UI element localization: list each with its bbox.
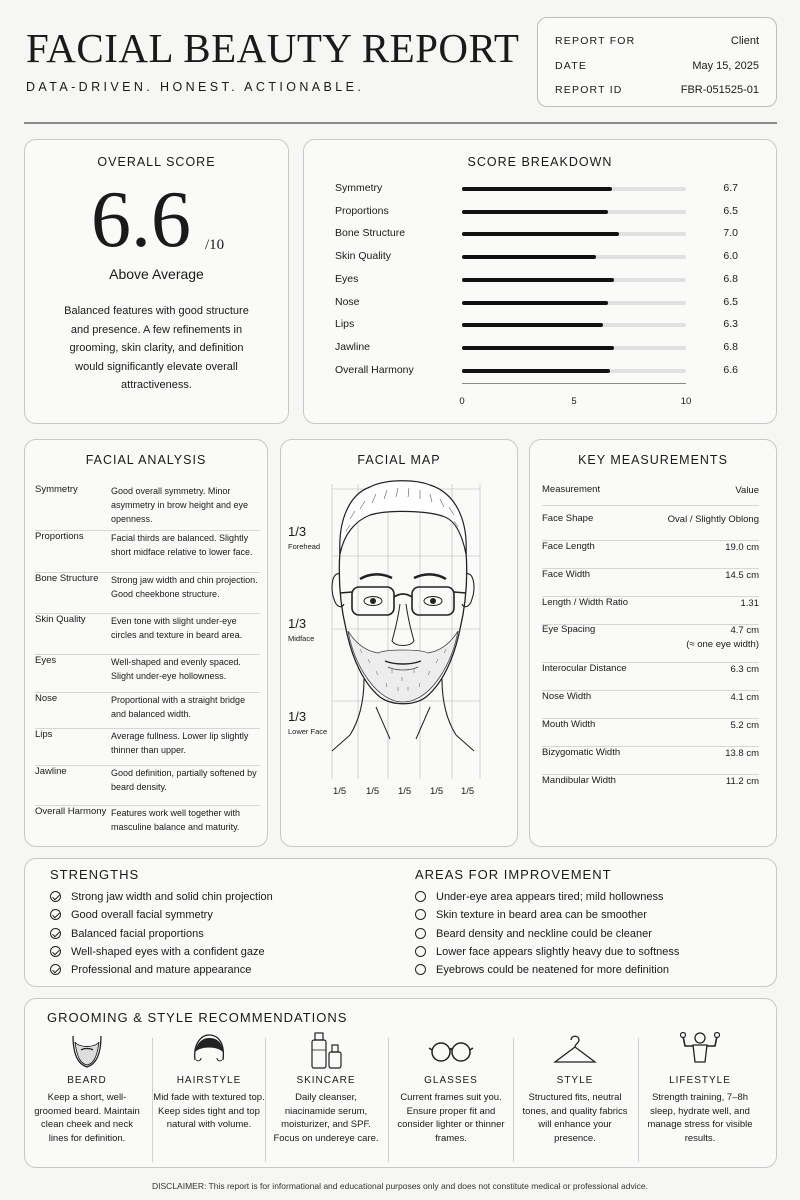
analysis-text: Good definition, partially softened by beard density.: [111, 768, 257, 792]
analysis-label: Skin Quality: [35, 614, 86, 625]
measurement-label: Mandibular Width: [542, 775, 616, 786]
rec-glasses: [395, 1030, 507, 1144]
measurement-row: [542, 513, 759, 541]
improvement-item: [415, 963, 669, 977]
strength-text: Professional and mature appearance: [71, 964, 252, 977]
third-label: Forehead: [288, 542, 321, 551]
measurement-value: Oval / Slightly Oblong: [667, 514, 759, 525]
key-measurements-card: [529, 439, 777, 847]
score-label: Jawline: [335, 340, 371, 353]
score-value: 6.8: [723, 272, 738, 285]
rec-lifestyle: [644, 1030, 756, 1144]
header-divider: [24, 122, 777, 124]
lower-face-third: [288, 709, 327, 736]
overall-score-card: [24, 139, 289, 424]
report-id-value: FBR-051525-01: [680, 84, 759, 97]
analysis-text: Features work well together with masculine balance and maturity.: [111, 808, 241, 832]
midface-third: [288, 616, 314, 643]
recommendations-heading: GROOMING & STYLE RECOMMENDATIONS: [47, 1010, 348, 1025]
strength-text: Well-shaped eyes with a confident gaze: [71, 945, 265, 958]
analysis-text: Proportional with a straight bridge and balanced width.: [111, 695, 246, 719]
analysis-row: [35, 806, 260, 846]
rec-style: [519, 1030, 631, 1144]
glasses-icon: [427, 1030, 475, 1070]
score-row: [335, 227, 745, 241]
measurement-value: 6.3 cm: [730, 664, 759, 675]
measurement-row: [542, 597, 759, 625]
value-column-header: Value: [735, 485, 759, 496]
improvement-text: Skin texture in beard area can be smoother: [436, 909, 647, 922]
score-label: Proportions: [335, 204, 389, 217]
report-date-label: DATE: [555, 59, 588, 72]
rec-title: BEARD: [67, 1075, 107, 1086]
hair: [340, 481, 466, 554]
measurement-label: Bizygomatic Width: [542, 747, 621, 758]
measurement-value: 13.8 cm: [725, 748, 759, 759]
analysis-label: Bone Structure: [35, 573, 99, 584]
improvements-heading: AREAS FOR IMPROVEMENT: [415, 867, 612, 882]
hair-icon: [189, 1030, 229, 1070]
measurement-row: [542, 624, 759, 663]
score-bar-track: [462, 369, 686, 373]
overall-score-max: /10: [205, 237, 225, 253]
analysis-label: Symmetry: [35, 484, 78, 495]
measurement-row: [542, 663, 759, 691]
score-value: 6.7: [723, 182, 738, 194]
fifth-label: 1/5: [430, 786, 444, 797]
empty-circle-icon: [415, 964, 426, 975]
strength-text: Good overall facial symmetry: [71, 909, 213, 922]
third-label: Lower Face: [288, 727, 328, 736]
report-for-label: REPORT FOR: [555, 35, 636, 48]
score-breakdown-heading: SCORE BREAKDOWN: [467, 155, 613, 169]
score-bar-fill: [462, 323, 603, 327]
key-measurements-heading: KEY MEASUREMENTS: [578, 453, 728, 467]
report-id-row: [555, 78, 759, 103]
score-bar-track: [462, 210, 686, 214]
measurement-value: 1.31: [740, 598, 759, 609]
score-label: Nose: [335, 295, 360, 308]
third-fraction: 1/3: [288, 616, 307, 631]
rec-hairstyle: [153, 1030, 265, 1130]
analysis-row: [35, 614, 260, 655]
rec-title: LIFESTYLE: [669, 1075, 731, 1086]
third-fraction: 1/3: [288, 709, 307, 724]
breakdown-axis: [462, 383, 686, 384]
analysis-text: Strong jaw width and chin projection. Good cheekbone structure.: [111, 575, 258, 599]
empty-circle-icon: [415, 946, 426, 957]
flexing-figure-icon: [678, 1030, 722, 1070]
measurement-column-header: Measurement: [542, 484, 601, 495]
report-date-value: May 15, 2025: [692, 59, 759, 72]
axis-tick-label: 5: [571, 396, 577, 407]
strength-text: Strong jaw width and solid chin projection: [71, 891, 273, 903]
rec-text: Structured fits, neutral tones, and quality fabrics will enhance your presence.: [522, 1092, 628, 1144]
score-row: [335, 296, 745, 310]
score-value: 7.0: [723, 227, 738, 240]
strength-item: [50, 945, 265, 959]
measurement-label: Length / Width Ratio: [542, 597, 629, 608]
rec-title: HAIRSTYLE: [176, 1075, 242, 1086]
check-circle-icon: [50, 891, 61, 902]
empty-circle-icon: [415, 909, 426, 920]
measurement-label: Eye Spacing: [542, 624, 596, 635]
analysis-row: [35, 729, 260, 766]
improvement-item: [415, 908, 647, 922]
fifth-label: 1/5: [461, 786, 475, 797]
analysis-label: Proportions: [35, 531, 84, 542]
score-bar-fill: [462, 255, 596, 259]
score-bar-fill: [462, 232, 619, 236]
improvement-text: Lower face appears slightly heavy due to softness: [436, 945, 680, 958]
facial-analysis-card: [24, 439, 268, 847]
check-circle-icon: [50, 964, 61, 975]
score-label: Symmetry: [335, 182, 383, 194]
score-row: [335, 205, 745, 219]
score-label: Lips: [335, 318, 355, 331]
score-row: [335, 364, 745, 378]
score-value: 6.5: [723, 204, 738, 217]
measurement-value: 4.1 cm: [730, 692, 759, 703]
rec-text: Strength training, 7–8h sleep, hydrate well, and manage stress for visible results.: [647, 1092, 753, 1144]
measurements-header-row: [542, 484, 759, 506]
analysis-label: Eyes: [35, 655, 57, 666]
score-value: 6.8: [723, 340, 738, 353]
report-info-box: [537, 17, 777, 107]
rec-text: Mid fade with textured top. Keep sides tight and top natural with volume.: [153, 1092, 265, 1130]
measurement-label: Face Length: [542, 541, 595, 552]
measurement-value: 4.7 cm: [730, 625, 759, 636]
strength-item: [50, 908, 213, 922]
measurement-row: [542, 775, 759, 799]
score-bar-track: [462, 187, 686, 191]
analysis-row: [35, 573, 260, 614]
report-for-row: [555, 29, 759, 54]
measurement-value: 19.0 cm: [725, 542, 759, 553]
score-bar-fill: [462, 369, 610, 373]
score-bar-fill: [462, 301, 608, 305]
skincare-bottles-icon: [304, 1030, 348, 1070]
score-row: [335, 341, 745, 355]
analysis-text: Well-shaped and evenly spaced. Slight under-eye hollowness.: [111, 657, 241, 681]
rec-text: Keep a short, well-groomed beard. Maintain clean cheek and neck lines for definition.: [34, 1092, 140, 1144]
facial-map-heading: FACIAL MAP: [357, 453, 441, 467]
report-title: FACIAL BEAUTY REPORT: [26, 25, 520, 71]
overall-score-value: 6.6: [91, 176, 191, 264]
score-bar-track: [462, 323, 686, 327]
analysis-row: [35, 484, 260, 531]
column-divider: [513, 1038, 514, 1162]
strengths-heading: STRENGTHS: [50, 867, 140, 882]
improvement-item: [415, 927, 652, 941]
score-label: Skin Quality: [335, 250, 392, 263]
rec-text: Daily cleanser, niacinamide serum, moisturizer, and SPF. Focus on undereye care.: [273, 1092, 379, 1144]
facial-analysis-heading: FACIAL ANALYSIS: [85, 453, 207, 467]
beard-icon: [67, 1030, 107, 1070]
measurement-row: [542, 569, 759, 597]
measurement-label: Mouth Width: [542, 719, 596, 730]
measurement-row: [542, 719, 759, 747]
analysis-text: Even tone with slight under-eye circles and texture in beard area.: [111, 616, 243, 640]
score-value: 6.3: [723, 318, 738, 331]
rec-text: Current frames suit you. Ensure proper fit and consider lighter or thinner frames.: [397, 1092, 505, 1144]
improvement-item: [415, 890, 663, 904]
measurement-row: [542, 541, 759, 569]
measurement-note: (≈ one eye width): [686, 639, 759, 650]
rec-title: GLASSES: [424, 1075, 478, 1086]
score-bar-track: [462, 346, 686, 350]
score-row: [335, 318, 745, 332]
analysis-text: Facial thirds are balanced. Slightly short midface relative to lower face.: [111, 533, 253, 557]
analysis-row: [35, 766, 260, 806]
measurement-label: Interocular Distance: [542, 663, 627, 674]
empty-circle-icon: [415, 928, 426, 939]
strength-text: Balanced facial proportions: [71, 927, 204, 940]
improvement-text: Under-eye area appears tired; mild hollowness: [436, 891, 664, 903]
check-circle-icon: [50, 946, 61, 957]
column-divider: [638, 1038, 639, 1162]
glasses-frame: [340, 587, 466, 615]
overall-description: Balanced features with good structure and presence. A few refinements in grooming, skin clarity, and definition would significantly elevate overall attractiveness.: [64, 305, 249, 391]
measurement-label: Nose Width: [542, 691, 592, 702]
measurement-value: 11.2 cm: [725, 776, 759, 787]
column-divider: [265, 1038, 266, 1162]
score-value: 6.0: [723, 250, 738, 263]
analysis-label: Lips: [35, 729, 53, 740]
score-label: Bone Structure: [335, 227, 406, 240]
measurement-value: 14.5 cm: [725, 570, 759, 581]
disclaimer: DISCLAIMER: This report is for informational and educational purposes only and does not constitute medical or professional advice.: [152, 1181, 648, 1191]
analysis-label: Nose: [35, 693, 58, 704]
improvement-text: Beard density and neckline could be cleaner: [436, 927, 652, 940]
report-date-row: [555, 54, 759, 79]
improvement-text: Eyebrows could be neatened for more definition: [436, 964, 669, 977]
analysis-row: [35, 531, 260, 573]
report-for-value: Client: [730, 35, 759, 48]
measurement-row: [542, 691, 759, 719]
check-circle-icon: [50, 909, 61, 920]
analysis-text: Good overall symmetry. Minor asymmetry in brow height and eye openness.: [111, 486, 249, 524]
measurement-row: [542, 747, 759, 775]
forehead-third: [288, 524, 320, 551]
score-value: 6.6: [723, 363, 738, 376]
analysis-row: [35, 693, 260, 729]
third-fraction: 1/3: [288, 524, 307, 539]
score-bar-fill: [462, 278, 614, 282]
score-row: [335, 182, 745, 196]
hanger-icon: [551, 1030, 599, 1070]
rec-title: SKINCARE: [296, 1075, 356, 1086]
score-label: Overall Harmony: [335, 363, 414, 376]
score-label: Eyes: [335, 272, 359, 285]
score-bar-track: [462, 232, 686, 236]
measurement-label: Face Shape: [542, 513, 594, 524]
third-label: Midface: [288, 634, 315, 643]
score-row: [335, 250, 745, 264]
report-tagline: DATA-DRIVEN. HONEST. ACTIONABLE.: [26, 80, 365, 94]
score-breakdown-card: [303, 139, 777, 424]
measurement-label: Face Width: [542, 569, 591, 580]
check-circle-icon: [50, 928, 61, 939]
fifth-label: 1/5: [366, 786, 380, 797]
measurement-value: 5.2 cm: [730, 720, 759, 731]
analysis-row: [35, 655, 260, 693]
score-bar-track: [462, 301, 686, 305]
axis-tick-label: 0: [459, 396, 465, 407]
analysis-label: Jawline: [35, 766, 67, 777]
overall-score-heading: OVERALL SCORE: [97, 155, 216, 169]
score-bar-fill: [462, 187, 612, 191]
analysis-text: Average fullness. Lower lip slightly thinner than upper.: [111, 731, 249, 755]
overall-rating: Above Average: [109, 266, 204, 282]
score-bar-track: [462, 255, 686, 259]
beard: [348, 631, 458, 702]
column-divider: [388, 1038, 389, 1162]
fifth-label: 1/5: [333, 786, 347, 797]
axis-tick-label: 10: [680, 396, 692, 407]
score-value: 6.5: [723, 295, 738, 308]
strength-item: [50, 963, 251, 977]
rec-title: STYLE: [556, 1075, 594, 1086]
strength-item: [50, 890, 273, 904]
analysis-label: Overall Harmony: [35, 806, 107, 817]
improvement-item: [415, 945, 679, 959]
score-row: [335, 273, 745, 287]
fifth-label: 1/5: [398, 786, 412, 797]
rec-skincare: [270, 1030, 382, 1144]
score-bar-track: [462, 278, 686, 282]
strength-item: [50, 927, 204, 941]
empty-circle-icon: [415, 891, 426, 902]
score-bar-fill: [462, 210, 608, 214]
report-id-label: REPORT ID: [555, 84, 623, 97]
score-bar-fill: [462, 346, 614, 350]
rec-beard: [31, 1030, 143, 1144]
